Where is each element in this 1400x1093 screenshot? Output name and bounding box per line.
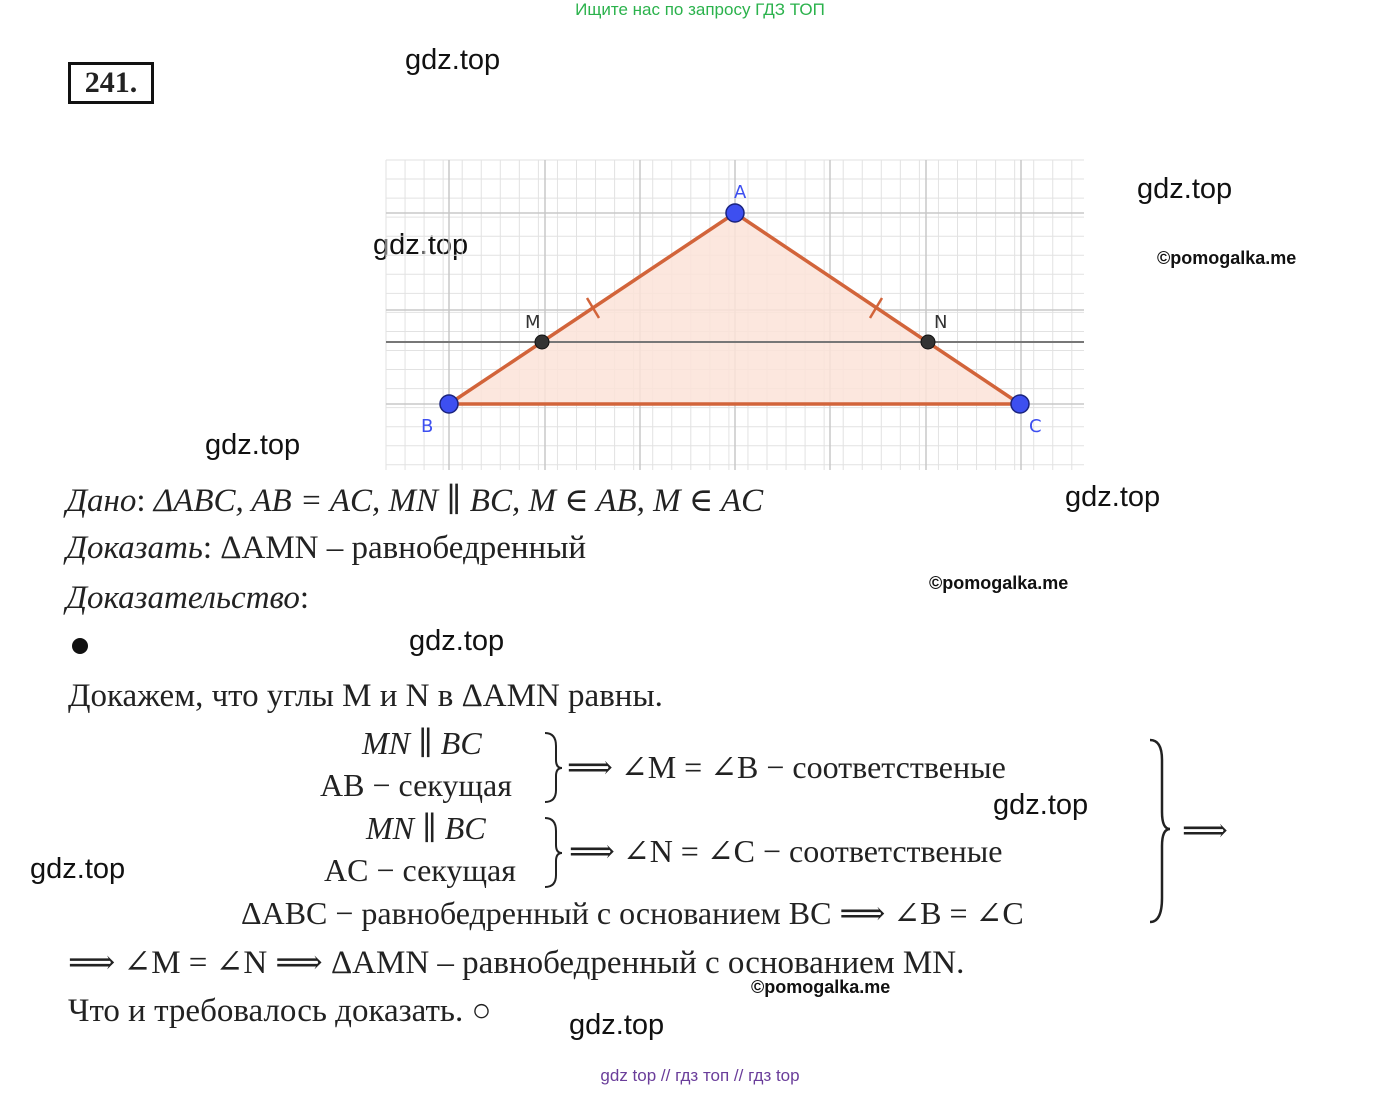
big-implies: ⟹ [1182,812,1228,848]
block3-line: ΔABC − равнобедренный с основанием BC ⟹ ∠B = ∠C [241,895,1024,931]
given-text: ΔABC, AB = AC, MN ∥ BC, M ∈ AB, M ∈ AC [153,483,764,519]
conclusion: ⟹ ∠M = ∠N ⟹ ΔAMN – равнобедренный с основанием MN. [68,945,965,981]
block2-result: ⟹ ∠N = ∠C − соответственые [569,833,1003,869]
watermark: gdz.top [409,625,505,657]
proof-label: Доказательство [66,580,300,616]
block2-line1: MN ∥ BC [366,810,486,846]
watermark: gdz.top [993,789,1089,821]
watermark: gdz.top [1137,173,1233,205]
block1-line2: AB − секущая [320,767,512,803]
block1-result: ⟹ ∠M = ∠B − соответственые [567,749,1006,785]
small-brace-2 [545,818,562,887]
watermark: gdz.top [205,429,301,461]
top-banner: Ищите нас по запросу ГДЗ ТОП [575,0,825,19]
block1-line1: MN ∥ BC [362,725,482,761]
proof-intro: Докажем, что углы M и N в ΔAMN равны. [68,678,663,714]
prove-text: ΔAMN – равнобедренный [220,530,587,566]
label-c: C [1029,416,1042,437]
label-b: B [421,416,434,437]
copyright-mark: ©pomogalka.me [929,573,1069,593]
footer-links: gdz top // гдз топ // гдз top [600,1066,800,1085]
given-label: Дано [66,483,137,519]
label-n: N [934,312,948,333]
watermark: gdz.top [373,229,469,261]
prove-label: Доказать [66,530,203,566]
watermark: gdz.top [1065,481,1161,513]
watermark: gdz.top [405,44,501,76]
large-brace [1150,740,1170,922]
qed: Что и требовалось доказать. ○ [68,993,492,1029]
copyright-mark: ©pomogalka.me [751,977,891,997]
copyright-mark: ©pomogalka.me [1157,248,1297,268]
small-brace-1 [545,733,562,802]
block2-line2: AC − секущая [324,852,516,888]
proof-label-line: Доказательство: [66,580,310,616]
given-line: Дано: ΔABC, AB = AC, MN ∥ BC, M ∈ AB, M ∈ AC [66,483,764,519]
prove-line: Доказать: ΔAMN – равнобедренный [66,530,587,566]
watermark: gdz.top [30,853,126,885]
watermark: gdz.top [569,1009,665,1041]
label-a: A [734,182,747,203]
label-m: M [525,312,541,333]
task-number: 241. [68,62,154,104]
